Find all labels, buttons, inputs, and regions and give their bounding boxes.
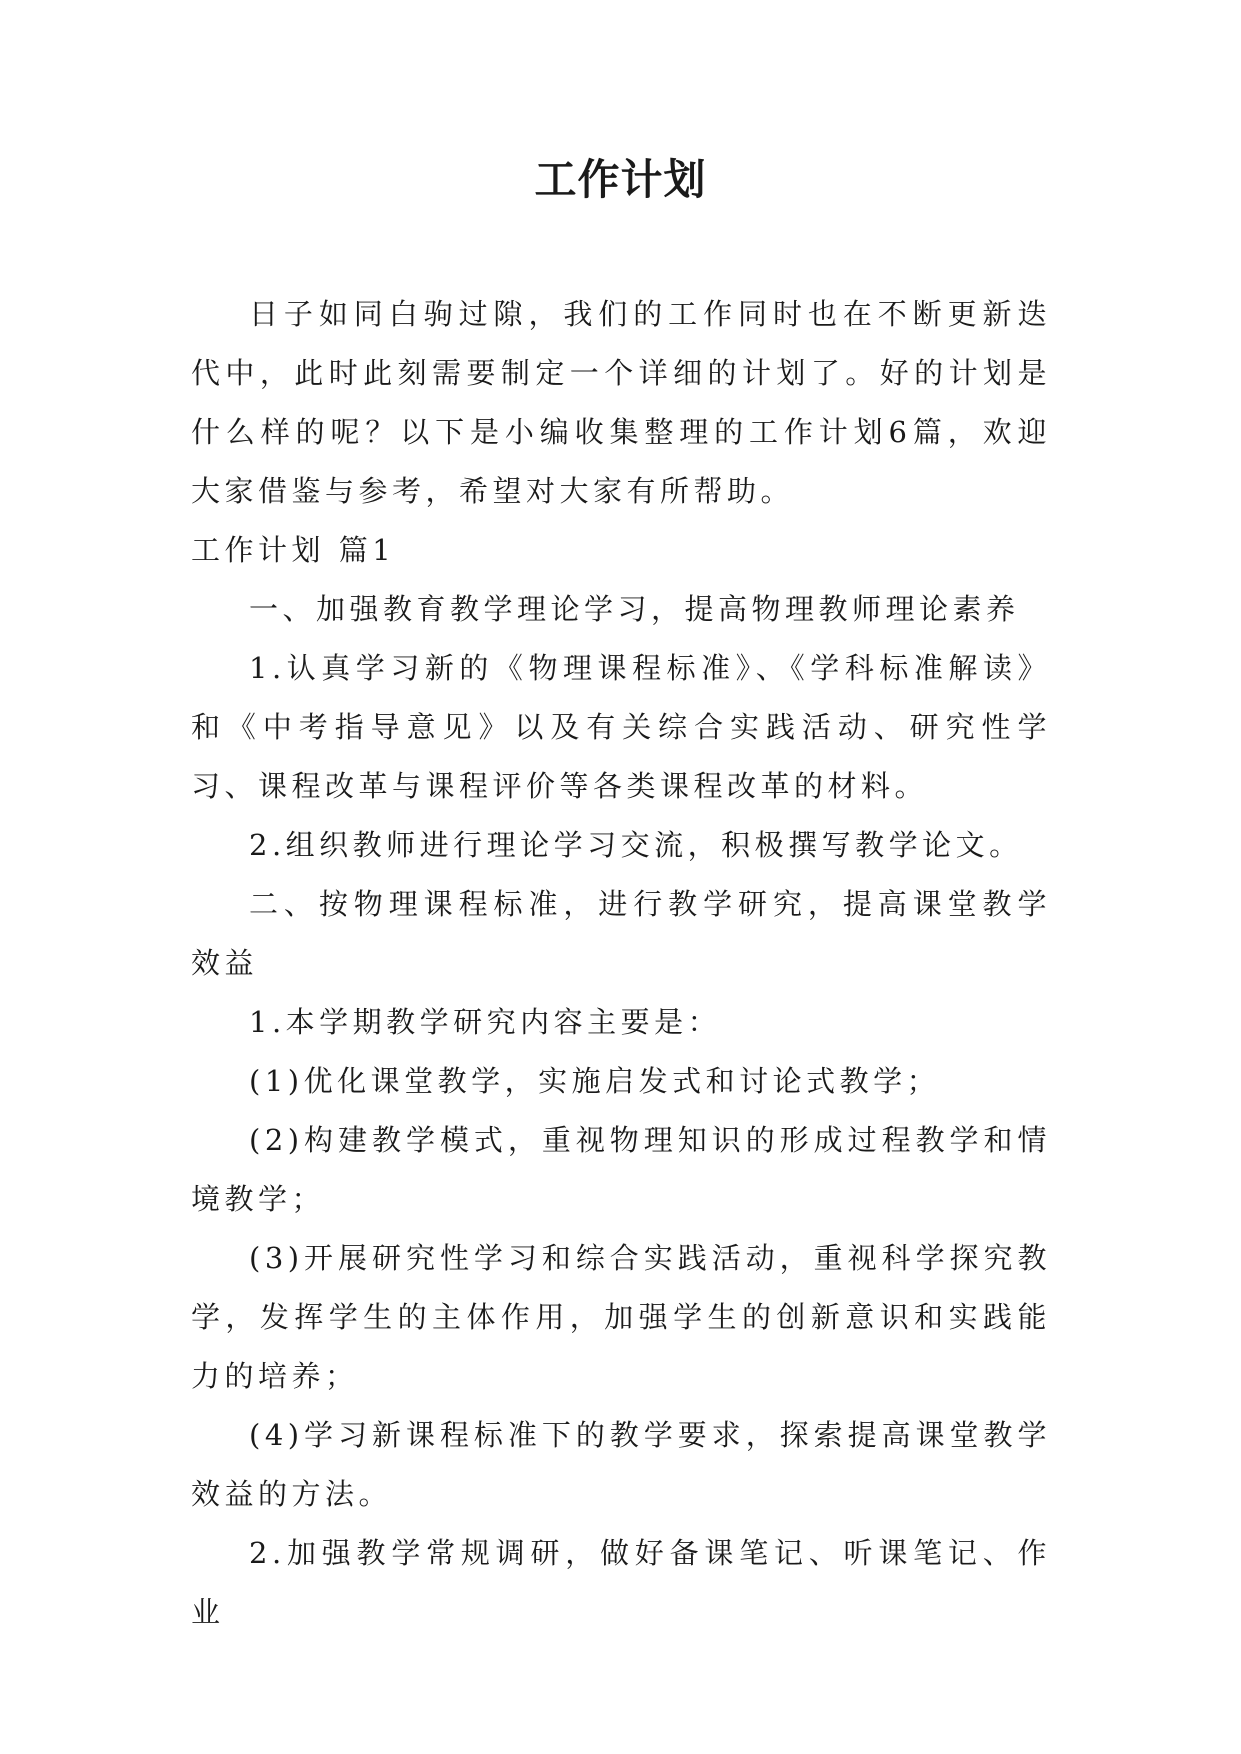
body-paragraph: 日子如同白驹过隙，我们的工作同时也在不断更新迭代中，此时此刻需要制定一个详细的计划了。好的计划是什么样的呢？以下是小编收集整理的工作计划6篇，欢迎大家借鉴与参考，希望对大家有所帮助。: [191, 297, 1051, 508]
body-paragraph: 一、加强教育教学理论学习，提高物理教师理论素养: [249, 592, 1020, 626]
body-paragraph: 2.加强教学常规调研，做好备课笔记、听课笔记、作业: [191, 1536, 1051, 1629]
body-paragraph: (2)构建教学模式，重视物理知识的形成过程教学和情境教学；: [191, 1123, 1051, 1216]
body-paragraph: (3)开展研究性学习和综合实践活动，重视科学探究教学，发挥学生的主体作用，加强学生的创新意识和实践能力的培养；: [191, 1241, 1051, 1393]
body-paragraph: (4)学习新课程标准下的教学要求，探索提高课堂教学效益的方法。: [191, 1418, 1051, 1511]
body-paragraph: 1.认真学习新的《物理课程标准》、《学科标准解读》和《中考指导意见》以及有关综合实践活动、研究性学习、课程改革与课程评价等各类课程改革的材料。: [191, 651, 1051, 803]
document-body: [191, 285, 1051, 1642]
body-paragraph: 2.组织教师进行理论学习交流，积极撰写教学论文。: [249, 828, 1023, 862]
body-paragraph: 二、按物理课程标准，进行教学研究，提高课堂教学效益: [191, 887, 1051, 980]
section-heading: 工作计划 篇1: [191, 533, 396, 567]
body-paragraph: (1)优化课堂教学，实施启发式和讨论式教学；: [249, 1064, 941, 1098]
body-paragraph: 1.本学期教学研究内容主要是：: [249, 1005, 722, 1039]
document-title: 工作计划: [534, 155, 707, 204]
